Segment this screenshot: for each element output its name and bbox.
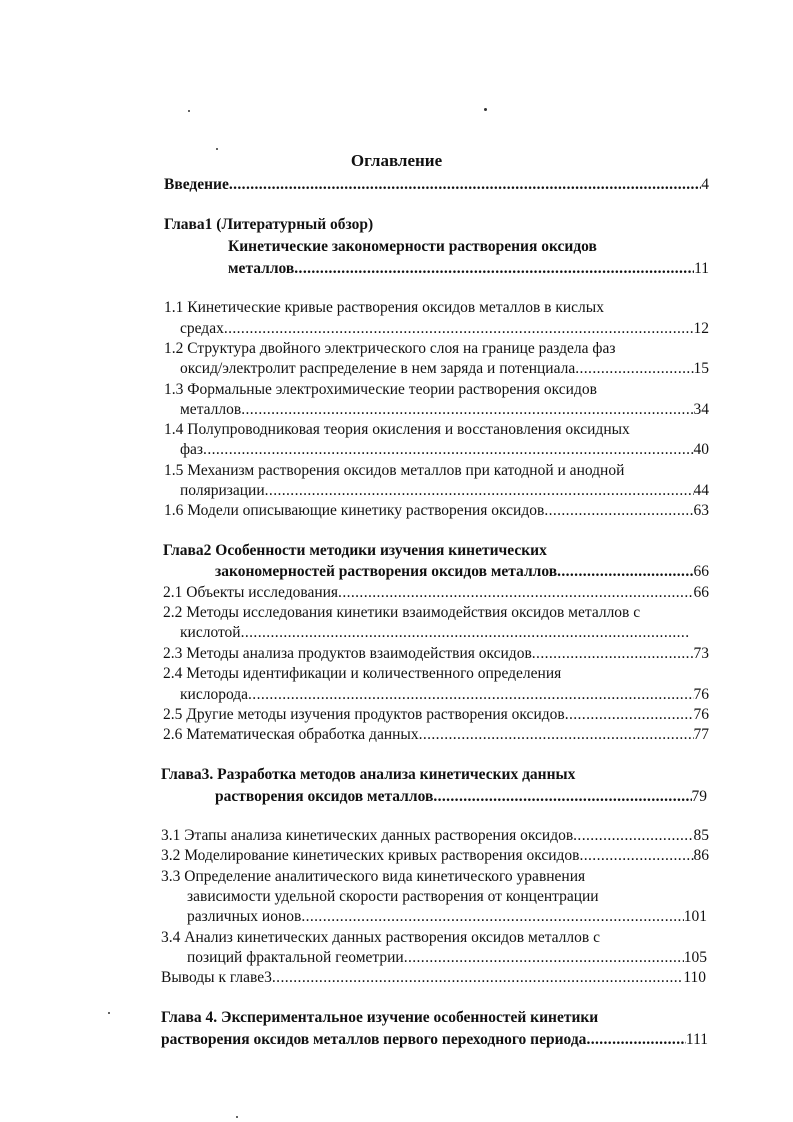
toc-section-1-1-end xyxy=(180,318,709,339)
toc-chapter-2-title-end xyxy=(215,561,709,582)
toc-page-number: 86 xyxy=(693,847,709,864)
scan-speck xyxy=(188,110,190,112)
toc-section-3-3-line2 xyxy=(187,886,599,907)
toc-page-number: 85 xyxy=(693,827,709,844)
toc-entry-text: поляризации xyxy=(180,482,265,499)
toc-page-number: 79 xyxy=(691,788,707,805)
toc-chapter-1-title xyxy=(228,236,597,257)
toc-entry-text: Кинетические закономерности растворения оксидов xyxy=(228,238,597,255)
toc-entry-text: различных ионов xyxy=(187,908,302,925)
toc-entry-text: 1.3 Формальные электрохимические теории растворения оксидов xyxy=(164,381,597,398)
toc-entry-text: 1.2 Структура двойного электрического слоя на границе раздела фаз xyxy=(164,340,616,357)
dot-leader xyxy=(301,906,683,927)
toc-page-number: 76 xyxy=(693,686,709,703)
toc-page-number: 77 xyxy=(693,726,709,743)
dot-leader xyxy=(575,358,693,379)
toc-entry-text: растворения оксидов металлов первого переходного периода xyxy=(161,1031,587,1048)
toc-page-number: 111 xyxy=(685,1031,708,1048)
dot-leader xyxy=(565,704,694,725)
toc-entry-text: 1.5 Механизм растворения оксидов металлов при катодной и анодной xyxy=(164,462,625,479)
toc-entry-text: растворения оксидов металлов xyxy=(215,788,434,805)
toc-entry-text: Глава1 (Литературный обзор) xyxy=(164,216,374,233)
toc-entry-text: Выводы к главе3 xyxy=(161,969,272,986)
toc-entry-text: 1.6 Модели описывающие кинетику растворения оксидов xyxy=(164,502,545,519)
toc-section-1-5 xyxy=(164,460,624,481)
toc-entry-text: Глава3. Разработка методов анализа кинетических данных xyxy=(161,766,576,783)
toc-chapter-3-conclusions xyxy=(161,967,706,988)
toc-page-number: 44 xyxy=(693,482,709,499)
toc-entry-text: кислорода xyxy=(180,686,249,703)
toc-page-number: 66 xyxy=(693,563,709,580)
toc-page-number: 4 xyxy=(701,176,709,193)
toc-entry-text: зависимости удельной скорости растворения от концентрации xyxy=(187,888,599,905)
toc-entry-text: позиций фрактальной геометрии xyxy=(187,949,404,966)
toc-section-2-2 xyxy=(163,602,640,623)
toc-entry-text: металлов xyxy=(228,260,295,277)
dot-leader xyxy=(241,622,690,643)
dot-leader xyxy=(404,947,684,968)
toc-chapter-4-title-end xyxy=(161,1029,708,1050)
dot-leader xyxy=(433,786,691,807)
toc-page-number: 11 xyxy=(694,260,709,277)
scan-speck xyxy=(108,1012,110,1014)
toc-section-2-6 xyxy=(163,724,709,745)
dot-leader xyxy=(579,845,693,866)
dot-leader xyxy=(557,561,693,582)
dot-leader xyxy=(224,318,694,339)
toc-chapter-1-heading xyxy=(164,214,373,235)
toc-chapter-1-title-end xyxy=(228,258,709,279)
toc-section-3-2 xyxy=(161,845,709,866)
toc-section-1-2 xyxy=(164,338,615,359)
toc-section-1-4-end xyxy=(180,439,709,460)
toc-section-3-4 xyxy=(161,927,600,948)
toc-section-2-5 xyxy=(163,704,709,725)
dot-leader xyxy=(294,258,694,279)
dot-leader xyxy=(248,684,693,705)
toc-entry-text: закономерностей растворения оксидов металлов xyxy=(215,563,558,580)
toc-section-1-2-end xyxy=(180,358,709,379)
toc-section-2-4-end xyxy=(180,684,709,705)
toc-chapter-4-heading xyxy=(161,1007,598,1028)
toc-section-2-1 xyxy=(163,582,709,603)
toc-entry-text: 3.3 Определение аналитического вида кинетического уравнения xyxy=(161,868,586,885)
toc-chapter-3-title-end xyxy=(215,786,707,807)
toc-section-1-4 xyxy=(164,419,630,440)
toc-entry-text: 3.4 Анализ кинетических данных растворения оксидов металлов с xyxy=(161,929,600,946)
toc-entry-text: 2.5 Другие методы изучения продуктов растворения оксидов xyxy=(163,706,565,723)
dot-leader xyxy=(338,582,693,603)
dot-leader xyxy=(241,399,693,420)
page-title: Оглавление xyxy=(350,151,443,170)
toc-entry-text: оксид/электролит распределение в нем заряда и потенциала xyxy=(180,360,576,377)
toc-page-number: 66 xyxy=(693,584,709,601)
dot-leader xyxy=(532,643,694,664)
toc-entry-text: 2.2 Методы исследования кинетики взаимодействия оксидов металлов с xyxy=(163,604,641,621)
toc-entry-text: 1.4 Полупроводниковая теория окисления и восстановления оксидных xyxy=(164,421,630,438)
toc-entry-text: Глава 4. Экспериментальное изучение особенностей кинетики xyxy=(161,1009,599,1026)
toc-entry-introduction xyxy=(164,174,709,195)
toc-chapter-3-heading xyxy=(161,764,575,785)
scan-speck xyxy=(216,148,218,150)
dot-leader xyxy=(265,480,694,501)
toc-entry-text: Введение xyxy=(164,176,229,193)
toc-entry-text: фаз xyxy=(180,441,204,458)
toc-page-number: 34 xyxy=(693,401,709,418)
toc-page-number: 15 xyxy=(693,360,709,377)
toc-section-2-2-end xyxy=(180,622,690,643)
toc-section-3-3 xyxy=(161,866,585,887)
dot-leader xyxy=(229,174,701,195)
toc-page-number: 63 xyxy=(693,502,709,519)
toc-page-number: 76 xyxy=(693,706,709,723)
toc-entry-text: кислотой xyxy=(180,624,241,641)
toc-page-number: 101 xyxy=(683,908,707,925)
toc-page-number: 110 xyxy=(683,969,706,986)
toc-section-3-3-end xyxy=(187,906,707,927)
dot-leader xyxy=(272,967,683,988)
toc-section-1-3 xyxy=(164,379,597,400)
dot-leader xyxy=(573,825,693,846)
toc-section-2-3 xyxy=(163,643,709,664)
toc-section-1-6 xyxy=(164,500,709,521)
toc-page-number: 40 xyxy=(693,441,709,458)
dot-leader xyxy=(544,500,693,521)
toc-entry-text: 3.2 Моделирование кинетических кривых растворения оксидов xyxy=(161,847,580,864)
toc-section-2-4 xyxy=(163,663,561,684)
toc-section-1-5-end xyxy=(180,480,709,501)
toc-chapter-2-heading xyxy=(163,540,547,561)
toc-entry-text: 2.4 Методы идентификации и количественного определения xyxy=(163,665,562,682)
toc-section-3-4-end xyxy=(187,947,707,968)
toc-entry-text: 1.1 Кинетические кривые растворения оксидов металлов в кислых xyxy=(164,299,604,316)
toc-page-number: 12 xyxy=(693,320,709,337)
dot-leader xyxy=(586,1029,685,1050)
scan-speck xyxy=(236,1116,238,1118)
toc-page-number: 73 xyxy=(693,645,709,662)
toc-entry-text: 2.6 Математическая обработка данных xyxy=(163,726,419,743)
toc-entry-text: Глава2 Особенности методики изучения кинетических xyxy=(163,542,547,559)
dot-leader xyxy=(203,439,693,460)
toc-section-1-3-end xyxy=(180,399,709,420)
toc-entry-text: средах xyxy=(180,320,224,337)
toc-section-1-1 xyxy=(164,297,604,318)
toc-entry-text: металлов xyxy=(180,401,242,418)
toc-page-number: 105 xyxy=(683,949,707,966)
toc-section-3-1 xyxy=(161,825,709,846)
dot-leader xyxy=(419,724,694,745)
scan-speck xyxy=(484,108,487,111)
toc-entry-text: 3.1 Этапы анализа кинетических данных растворения оксидов xyxy=(161,827,574,844)
toc-entry-text: 2.3 Методы анализа продуктов взаимодействия оксидов xyxy=(163,645,532,662)
toc-entry-text: 2.1 Объекты исследования xyxy=(163,584,339,601)
